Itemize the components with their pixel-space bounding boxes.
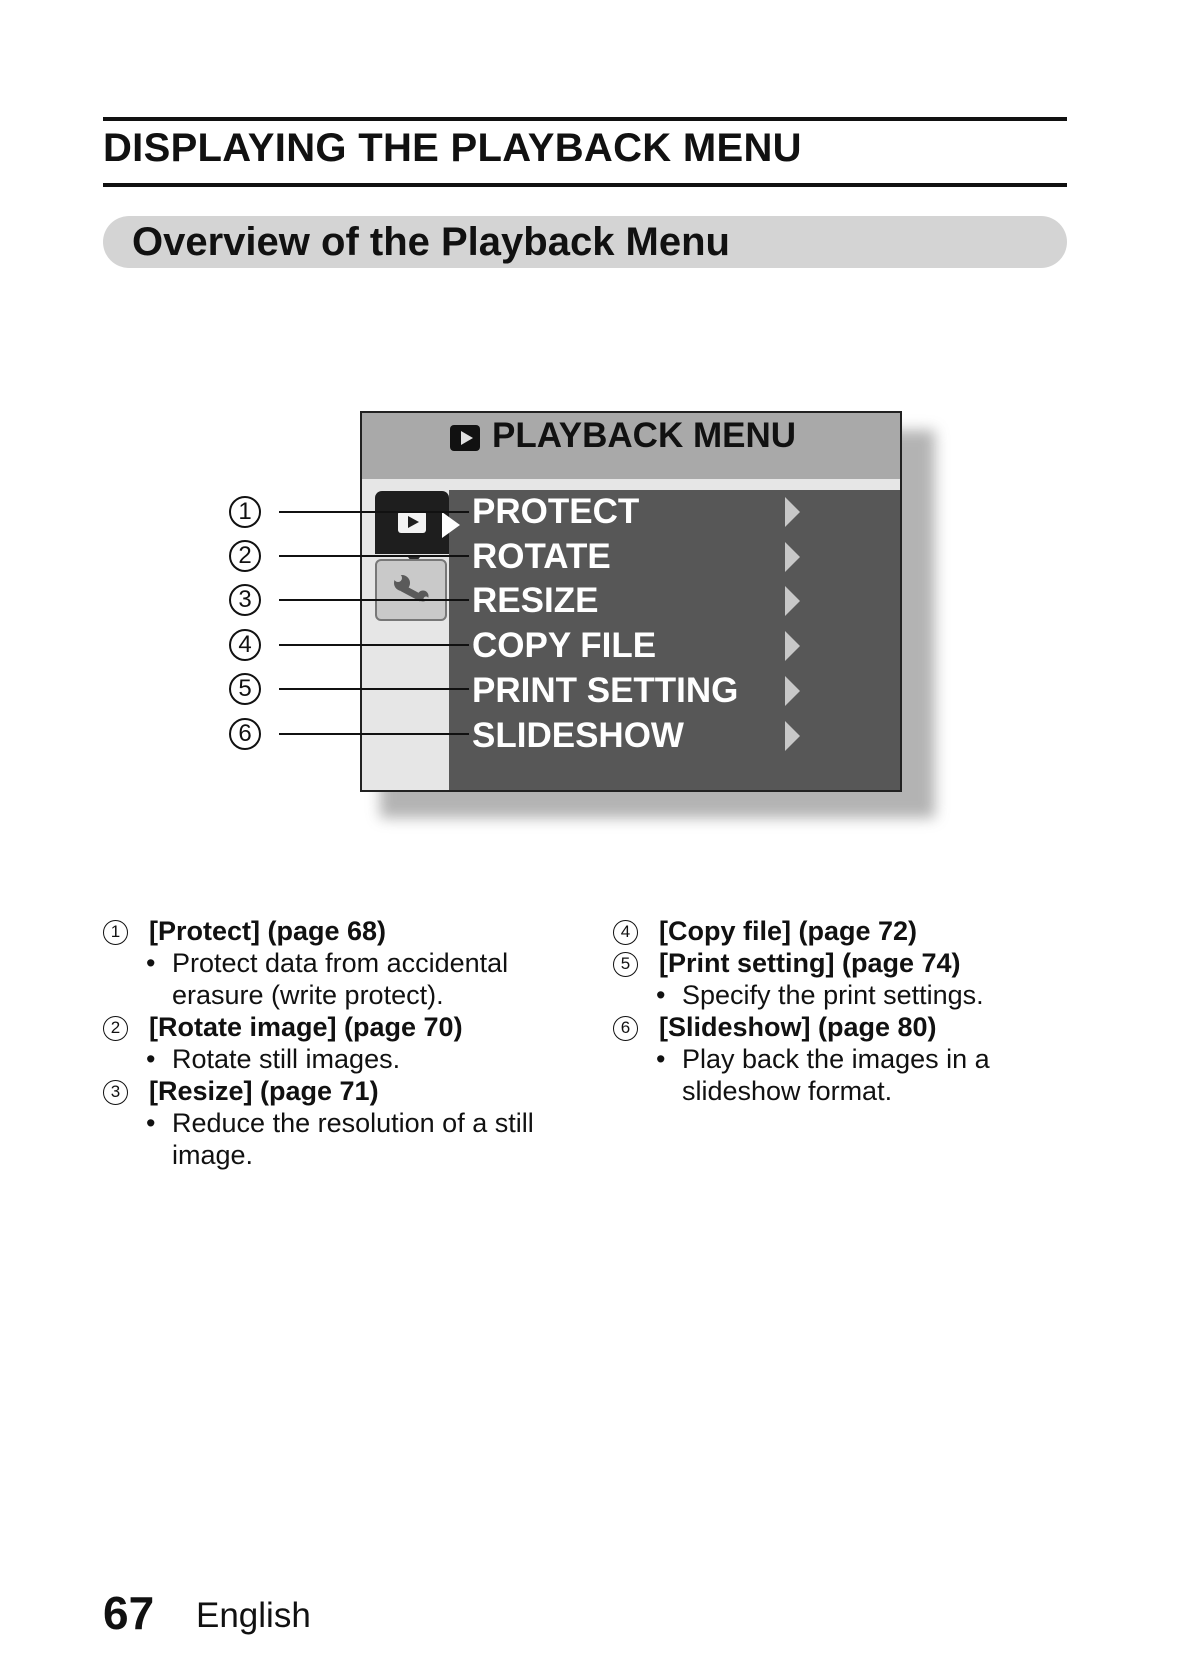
menu-item-resize[interactable]: [449, 579, 902, 619]
description-bullet: • Play back the images in a slideshow format.: [613, 1043, 1083, 1107]
menu-item-label: COPY FILE: [472, 626, 657, 665]
description-number: 6: [613, 1016, 638, 1041]
description-item-resize: [103, 1075, 603, 1171]
chevron-right-icon: [785, 497, 800, 527]
callout-number: 1: [229, 496, 261, 528]
description-number: 5: [613, 952, 638, 977]
description-item-print-setting: [613, 947, 1083, 1011]
menu-header: [362, 413, 900, 479]
description-heading: [Copy file] (page 72): [659, 916, 918, 946]
description-number: 3: [103, 1080, 128, 1105]
description-heading: [Print setting] (page 74): [659, 948, 961, 978]
description-column-right: [613, 915, 1083, 1107]
callout-leader-line: [279, 599, 469, 601]
description-bullet: • Reduce the resolution of a still image.: [103, 1107, 603, 1171]
section-title: Overview of the Playback Menu: [132, 220, 730, 264]
page-language: English: [196, 1596, 311, 1635]
callout-number: 4: [229, 629, 261, 661]
page-title: DISPLAYING THE PLAYBACK MENU: [103, 126, 802, 170]
description-item-copy-file: [613, 915, 1083, 947]
description-bullet: • Rotate still images.: [103, 1043, 603, 1075]
description-heading: [Resize] (page 71): [149, 1076, 379, 1106]
description-item-slideshow: [613, 1011, 1083, 1107]
description-number: 1: [103, 920, 128, 945]
menu-item-copy-file[interactable]: [449, 624, 902, 664]
playback-icon: [450, 425, 480, 451]
section-header-bar: [103, 216, 1067, 268]
menu-item-rotate[interactable]: [449, 535, 902, 575]
description-column-left: [103, 915, 603, 1171]
description-heading: [Slideshow] (page 80): [659, 1012, 937, 1042]
callout-number: 6: [229, 718, 261, 750]
callout-leader-line: [279, 688, 469, 690]
tab-pointer-icon: [442, 512, 460, 538]
callout-leader-line: [279, 555, 469, 557]
menu-item-label: PROTECT: [472, 492, 640, 531]
callout-number: 5: [229, 673, 261, 705]
menu-item-label: ROTATE: [472, 537, 611, 576]
description-number: 2: [103, 1016, 128, 1041]
page-number: 67: [103, 1587, 155, 1639]
setup-tab[interactable]: [375, 559, 447, 621]
description-item-rotate: [103, 1011, 603, 1075]
description-bullet: • Specify the print settings.: [613, 979, 1083, 1011]
description-item-protect: [103, 915, 603, 1011]
description-number: 4: [613, 920, 638, 945]
wrench-icon: [377, 561, 445, 619]
description-heading: [Rotate image] (page 70): [149, 1012, 463, 1042]
callout-leader-line: [279, 644, 469, 646]
menu-header-title: PLAYBACK MENU: [492, 416, 797, 455]
callout-number: 2: [229, 540, 261, 572]
menu-item-protect[interactable]: [449, 490, 902, 530]
menu-item-label: RESIZE: [472, 581, 599, 620]
chevron-right-icon: [785, 631, 800, 661]
playback-tab[interactable]: [375, 491, 449, 554]
chevron-right-icon: [785, 542, 800, 572]
playback-icon: [398, 511, 426, 533]
chevron-right-icon: [785, 676, 800, 706]
description-bullet: • Protect data from accidental erasure (write protect).: [103, 947, 603, 1011]
chevron-right-icon: [785, 586, 800, 616]
callout-number: 3: [229, 584, 261, 616]
menu-item-list: [449, 490, 902, 792]
callout-leader-line: [279, 511, 469, 513]
menu-item-label: PRINT SETTING: [472, 671, 739, 710]
menu-item-print-setting[interactable]: [449, 669, 902, 709]
callout-leader-line: [279, 733, 469, 735]
menu-item-slideshow[interactable]: [449, 714, 902, 754]
title-underline: [103, 183, 1067, 187]
chevron-right-icon: [785, 721, 800, 751]
description-heading: [Protect] (page 68): [149, 916, 387, 946]
top-rule: [103, 117, 1067, 121]
menu-item-label: SLIDESHOW: [472, 716, 684, 755]
